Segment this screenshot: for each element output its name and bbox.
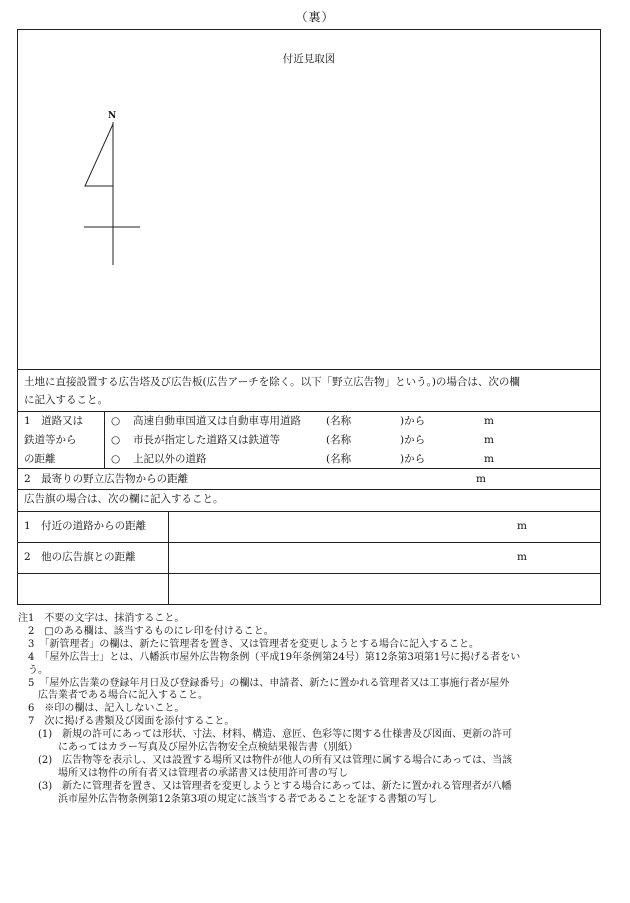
note-line: 浜市屋外広告物条例第12条第3項の規定に該当する者であることを証する書類の写し — [18, 793, 438, 805]
note-line: 3 「新管理者」の欄は、新たに管理者を置き、又は管理者を変更しようとする場合に記入すること。 — [18, 638, 479, 650]
note-line: (1) 新規の許可にあっては形状、寸法、材料、構造、意匠、色彩等に関する仕様書及び図面、更新の許可 — [18, 729, 513, 741]
divider — [104, 411, 105, 468]
option-radio[interactable]: ○ — [111, 434, 121, 446]
option-unit: m — [484, 434, 494, 446]
form-frame — [17, 29, 601, 605]
distance-label-line2: 鉄道等から — [24, 434, 77, 446]
distance-input[interactable] — [434, 413, 484, 429]
option-label: 上記以外の道路 — [133, 453, 207, 465]
distance-label-line1: 1 道路又は — [24, 415, 84, 427]
note-line: (3) 新たに管理者を置き、又は管理者を変更しようとする場合にあっては、新たに置かれる管理者が八幡 — [18, 780, 512, 792]
note-line: 注1 不要の文字は、抹消すること。 — [18, 613, 185, 624]
note-line: う。 — [18, 664, 48, 676]
billboard-intro-line1: 土地に直接設置する広告塔及び広告板(広告アーチを除く。以下「野立広告物」という。)の場合は、次の欄 — [24, 376, 520, 388]
note-line: 4 「屋外広告士」とは、八幡浜市屋外広告物条例（平成19年条例第24号）第12条第3項第1号に掲げる者をい — [18, 651, 521, 663]
north-label: N — [108, 111, 117, 121]
flag-road-distance-unit: m — [517, 520, 527, 532]
option-name-open: (名称 — [326, 434, 352, 446]
option-label: 高速自動車国道又は自動車専用道路 — [133, 415, 301, 427]
note-line: 場所又は物件の所有者又は管理者の承諾書又は使用許可書の写し — [18, 767, 348, 779]
distance-input[interactable] — [434, 432, 484, 448]
option-unit: m — [484, 415, 494, 427]
divider — [18, 369, 600, 370]
nearest-billboard-label: 2 最寄りの野立広告物からの距離 — [24, 473, 189, 485]
road-name-input[interactable] — [356, 432, 400, 448]
page-header: （裏） — [295, 10, 335, 24]
divider — [18, 411, 600, 412]
option-radio[interactable]: ○ — [111, 453, 121, 465]
billboard-intro-line2: に記入すること。 — [24, 394, 108, 406]
note-line: 6 ※印の欄は、記入しないこと。 — [18, 703, 185, 715]
blank-value-cell[interactable] — [169, 574, 599, 604]
option-from: )から — [400, 453, 426, 465]
flag-other-distance-input[interactable] — [169, 543, 514, 573]
note-line: (2) 広告物等を表示し、又は設置する場所又は物件が他人の所有又は管理に属する場合にあっては、当該 — [18, 754, 513, 766]
divider — [18, 468, 600, 469]
option-from: )から — [400, 415, 426, 427]
note-line: 7 次に掲げる書類及び図面を添付すること。 — [18, 716, 235, 728]
note-line: 5 「屋外広告業の登録年月日及び登録番号」の欄は、申請者、新たに置かれる管理者又は工事施行者が屋外 — [18, 677, 510, 689]
flag-road-distance-label: 1 付近の道路からの距離 — [24, 520, 147, 532]
nearest-unit: m — [476, 473, 486, 485]
nearest-distance-input[interactable] — [218, 470, 476, 486]
flag-intro: 広告旗の場合は、次の欄に記入すること。 — [24, 493, 224, 505]
divider — [18, 489, 600, 490]
blank-label-cell[interactable] — [18, 574, 168, 604]
distance-label-line3: の距離 — [24, 453, 56, 465]
option-unit: m — [484, 453, 494, 465]
option-name-open: (名称 — [326, 453, 352, 465]
option-radio[interactable]: ○ — [111, 415, 121, 427]
option-from: )から — [400, 434, 426, 446]
option-label: 市長が指定した道路又は鉄道等 — [133, 434, 280, 446]
map-title: 付近見取図 — [282, 53, 336, 65]
note-line: 2 □のある欄は、該当するものにレ印を付けること。 — [18, 625, 274, 637]
flag-other-distance-unit: m — [517, 551, 527, 563]
distance-input[interactable] — [434, 451, 484, 467]
note-line: にあってはカラー写真及び屋外広告物安全点検結果報告書（別紙） — [18, 742, 358, 754]
road-name-input[interactable] — [356, 413, 400, 429]
option-name-open: (名称 — [326, 415, 352, 427]
road-name-input[interactable] — [356, 451, 400, 467]
note-line: 広告業者である場合に記入すること。 — [18, 690, 208, 702]
flag-other-distance-label: 2 他の広告旗との距離 — [24, 551, 136, 563]
map-drawing-area[interactable] — [18, 30, 600, 369]
notes-section — [18, 613, 618, 807]
flag-road-distance-input[interactable] — [169, 512, 514, 542]
